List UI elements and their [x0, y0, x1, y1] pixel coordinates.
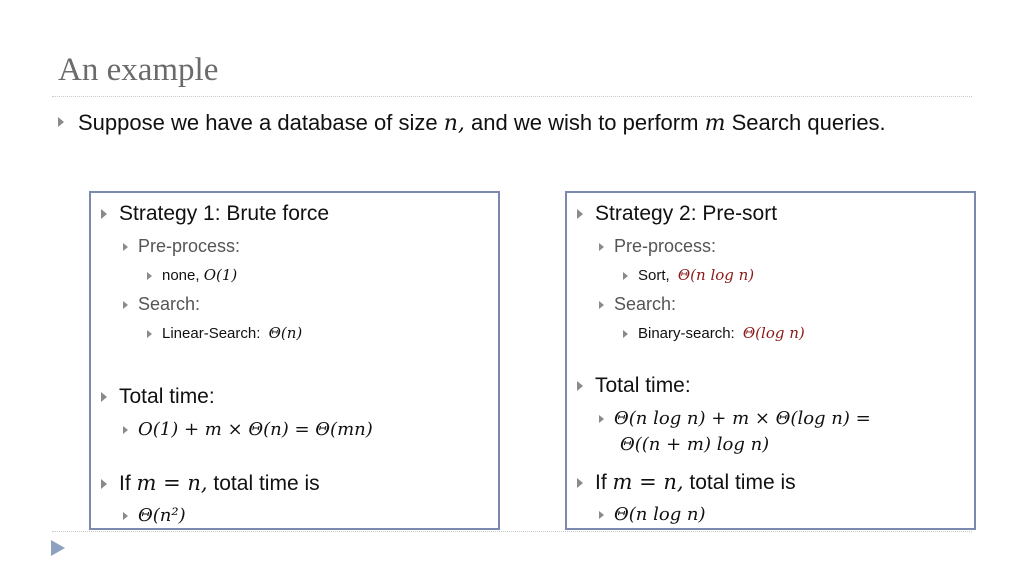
total-time-formula-line-2: Θ((n + m) log n) — [620, 434, 770, 455]
total-time-formula-line-1: Θ(n log n) + m × Θ(log n) = — [599, 408, 871, 429]
search-item: Search: — [599, 294, 676, 315]
triangle-bullet-icon — [101, 479, 107, 489]
intro-text-c: Search queries. — [731, 110, 886, 135]
strategy-1-box — [89, 191, 500, 530]
triangle-bullet-icon — [599, 511, 604, 519]
triangle-bullet-icon — [623, 330, 628, 338]
search-item: Search: — [123, 294, 200, 315]
triangle-bullet-icon — [599, 301, 604, 309]
preprocess-value: Sort, Θ(n log n) — [623, 266, 754, 284]
strategy-2-box — [565, 191, 976, 530]
slide-nav-arrow-icon[interactable] — [51, 540, 65, 556]
result-formula: Θ(n log n) — [599, 504, 706, 525]
intro-var-m: m — [704, 111, 726, 136]
triangle-bullet-icon — [101, 209, 107, 219]
triangle-bullet-icon — [577, 209, 583, 219]
triangle-bullet-icon — [58, 117, 64, 127]
intro-text-a: Suppose we have a database of size — [78, 110, 438, 135]
search-value: Binary-search: Θ(log n) — [623, 324, 805, 342]
triangle-bullet-icon — [147, 330, 152, 338]
total-time-formula: O(1) + m × Θ(n) = Θ(mn) — [123, 419, 373, 440]
strategy-2-heading: Strategy 2: Pre-sort — [577, 202, 777, 226]
triangle-bullet-icon — [599, 243, 604, 251]
triangle-bullet-icon — [623, 272, 628, 280]
preprocess-value: none, O(1) — [147, 266, 237, 284]
triangle-bullet-icon — [577, 478, 583, 488]
preprocess-item: Pre-process: — [599, 236, 716, 257]
total-time-heading: Total time: — [101, 385, 215, 409]
total-time-heading: Total time: — [577, 374, 691, 398]
triangle-bullet-icon — [101, 392, 107, 402]
footer-divider — [52, 531, 972, 532]
triangle-bullet-icon — [123, 301, 128, 309]
result-formula: Θ(n²) — [123, 505, 186, 526]
intro-text-b: and we wish to perform — [471, 110, 699, 135]
search-value: Linear-Search: Θ(n) — [147, 324, 302, 342]
triangle-bullet-icon — [599, 415, 604, 423]
triangle-bullet-icon — [147, 272, 152, 280]
slide-title: An example — [58, 52, 219, 88]
triangle-bullet-icon — [123, 426, 128, 434]
intro-bullet — [58, 110, 886, 136]
if-m-equals-n-heading: If m = n, total time is — [577, 470, 796, 495]
intro-var-n: n, — [443, 111, 465, 136]
strategy-1-heading: Strategy 1: Brute force — [101, 202, 329, 226]
triangle-bullet-icon — [123, 243, 128, 251]
if-m-equals-n-heading: If m = n, total time is — [101, 471, 320, 496]
triangle-bullet-icon — [123, 512, 128, 520]
preprocess-item: Pre-process: — [123, 236, 240, 257]
title-divider — [52, 96, 972, 97]
triangle-bullet-icon — [577, 381, 583, 391]
